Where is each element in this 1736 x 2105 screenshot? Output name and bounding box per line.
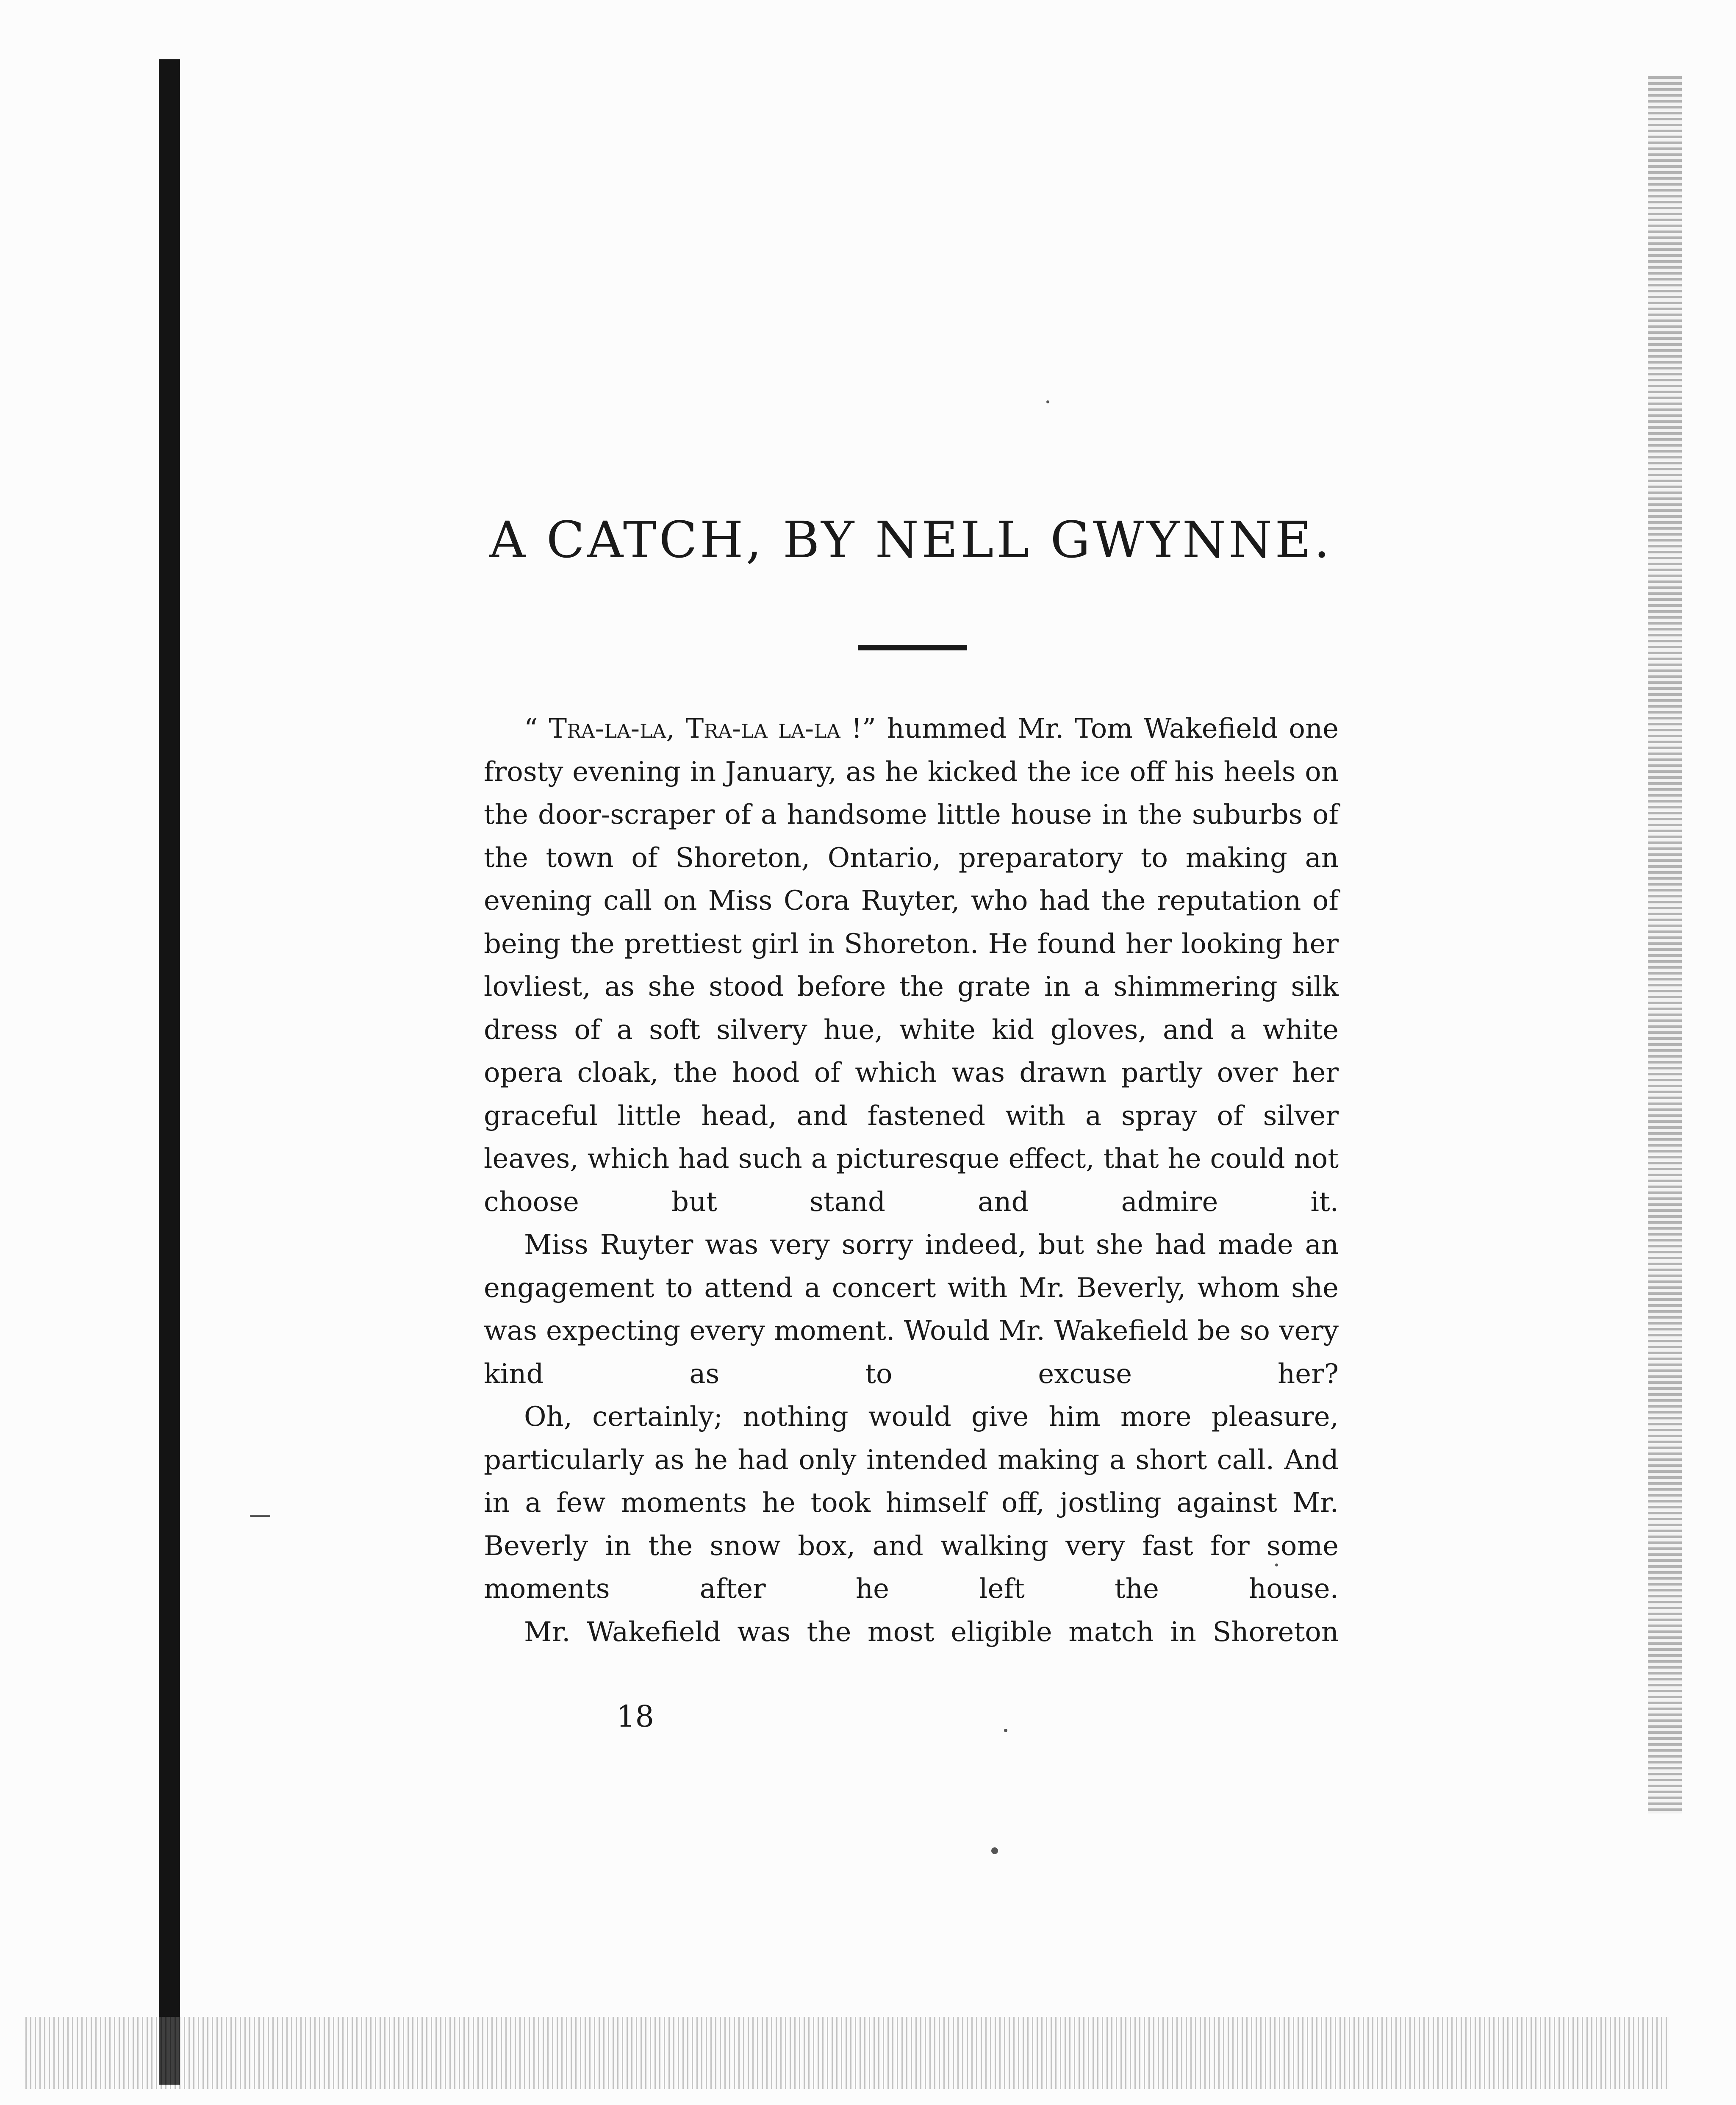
scan-speck bbox=[991, 1847, 998, 1854]
page-number: 18 bbox=[616, 1699, 654, 1734]
title-rule bbox=[858, 645, 967, 650]
opening-small-caps: “ Tra-la-la, Tra-la la-la !” bbox=[524, 713, 876, 744]
story-body bbox=[484, 708, 1339, 1654]
scan-speck bbox=[250, 1515, 270, 1517]
story-title: A CATCH, BY NELL GWYNNE. bbox=[489, 511, 1332, 569]
bottom-page-edge-noise bbox=[25, 2017, 1669, 2089]
paragraph-text: hummed Mr. Tom Wakefield one frosty evening in January, as he kicked the ice off his heels on the door-scraper of a handsome little house in the suburbs of the town of Shoreton, Ontario, preparatory to making an evening call on Miss Cora Ruyter, who had the reputation of being the prettiest girl in Shoreton. He found her looking her lovliest, as she stood before the grate in a shimmering silk dress of a soft silvery hue, white kid gloves, and a white opera cloak, the hood of which was drawn partly over her graceful little head, and fastened with a spray of silver leaves, which had such a picturesque effect, that he could not choose but stand and admire it. bbox=[484, 713, 1339, 1218]
binding-shadow-line bbox=[159, 59, 180, 2085]
story-paragraph: Mr. Wakefield was the most eligible match in Shoreton bbox=[524, 1616, 1339, 1648]
story-paragraph: Miss Ruyter was very sorry indeed, but she had made an engagement to attend a concert with Mr. Beverly, whom she was expecting every moment. Would Mr. Wakefield be so very kind as to excuse her? bbox=[484, 1229, 1339, 1390]
scan-speck bbox=[1004, 1729, 1007, 1732]
story-paragraph: Oh, certainly; nothing would give him more pleasure, particularly as he had only intended making a short call. And in a few moments he took himself off, jostling against Mr. Beverly in the snow box, and walking very fast for some moments after he left the house. bbox=[484, 1401, 1339, 1605]
story-paragraph bbox=[484, 708, 1339, 1224]
scan-speck bbox=[1046, 400, 1049, 403]
right-page-edge-noise bbox=[1648, 76, 1682, 1813]
